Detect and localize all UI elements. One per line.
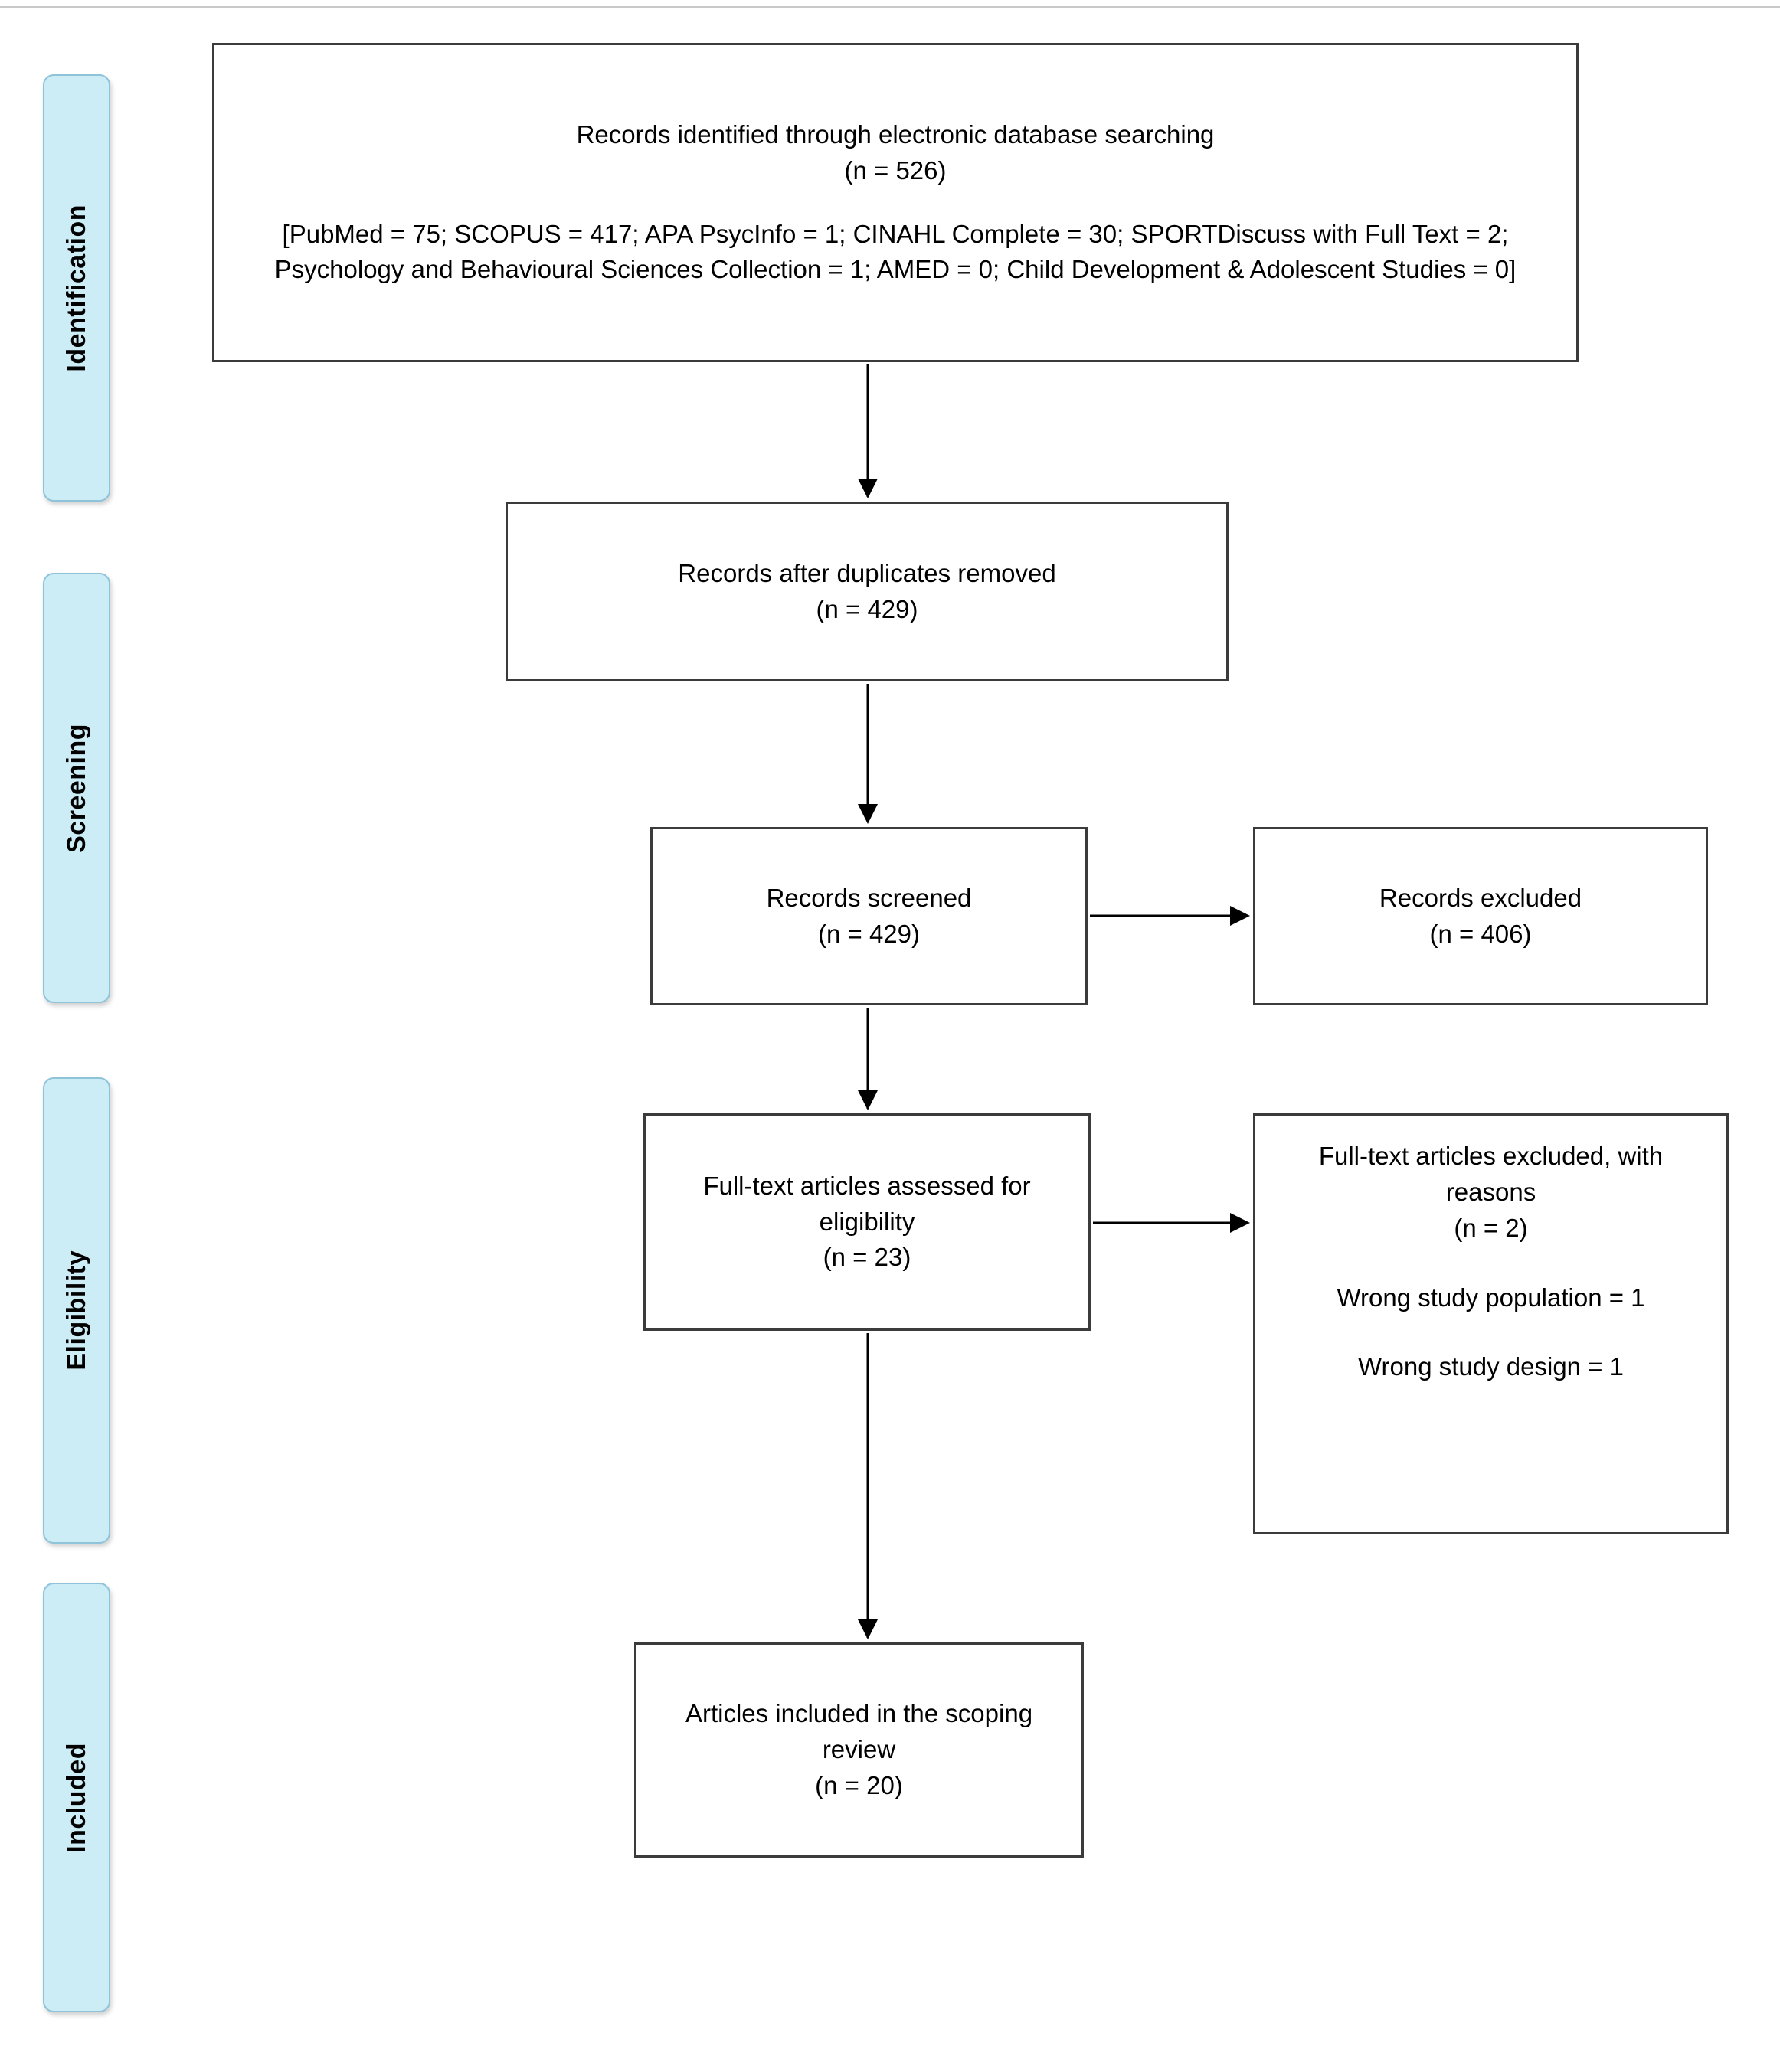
box-fulltext-assessed [643, 1113, 1091, 1331]
stage-eligibility-label: Eligibility [61, 1250, 91, 1371]
stage-identification [43, 74, 110, 502]
box-fulltext-excluded [1253, 1113, 1729, 1534]
stage-eligibility [43, 1077, 110, 1544]
records-identified-n: (n = 526) [844, 155, 947, 185]
duplicates-removed-title: Records after duplicates removed [678, 558, 1056, 587]
fulltext-excluded-reason-1: Wrong study population = 1 [1337, 1283, 1645, 1312]
box-articles-included [634, 1642, 1084, 1858]
records-screened-n: (n = 429) [818, 919, 920, 948]
records-screened-title: Records screened [766, 883, 972, 912]
stage-screening [43, 573, 110, 1003]
fulltext-assessed-title: Full-text articles assessed for eligibility [703, 1171, 1031, 1236]
articles-included-n: (n = 20) [815, 1770, 903, 1799]
stage-screening-label: Screening [61, 723, 91, 853]
fulltext-excluded-n: (n = 2) [1454, 1213, 1528, 1242]
records-excluded-title: Records excluded [1379, 883, 1582, 912]
records-identified-detail: [PubMed = 75; SCOPUS = 417; APA PsycInfo = 1; CINAHL Complete = 30; SPORTDiscuss with Full Text = 2; Psychology and Behavioural Sciences Collection = 1; AMED = 0; Child Development & Adolescent Studies = 0] [274, 219, 1517, 284]
duplicates-removed-n: (n = 429) [816, 594, 918, 623]
top-border-line [0, 6, 1780, 8]
articles-included-title: Articles included in the scoping review [685, 1699, 1033, 1764]
stage-included [43, 1583, 110, 2012]
stage-identification-label: Identification [61, 204, 91, 372]
fulltext-excluded-title: Full-text articles excluded, with reasons [1318, 1142, 1664, 1206]
fulltext-excluded-reason-2: Wrong study design = 1 [1357, 1352, 1624, 1381]
records-identified-title: Records identified through electronic database searching [576, 119, 1215, 149]
records-excluded-n: (n = 406) [1429, 919, 1532, 948]
stage-included-label: Included [61, 1742, 91, 1853]
box-records-identified [212, 43, 1579, 362]
box-records-screened [650, 827, 1088, 1005]
box-duplicates-removed [506, 502, 1229, 681]
box-records-excluded [1253, 827, 1708, 1005]
fulltext-assessed-n: (n = 23) [823, 1243, 911, 1272]
